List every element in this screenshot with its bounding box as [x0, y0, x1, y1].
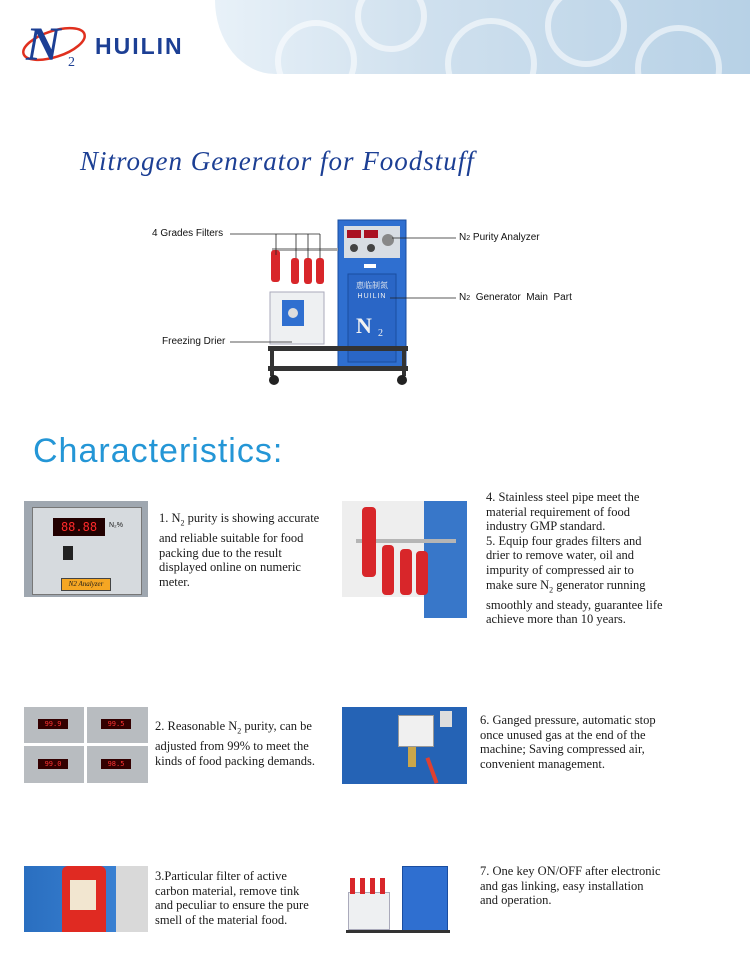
- machine-badge-cn: 惠临制氮: [356, 281, 388, 290]
- readout-4: 98.5: [101, 759, 131, 769]
- diagram-leaders: [0, 0, 750, 400]
- readouts-photo: [24, 707, 148, 783]
- page-title: Nitrogen Generator for Foodstuff: [80, 146, 475, 176]
- characteristic-2: 2. Reasonable $N_2$ purity, can be adjusted from 99% to meet the kinds of food packing demands.: [155, 719, 316, 768]
- logo-letter: N: [26, 18, 61, 71]
- readout-3: 99.0: [38, 759, 68, 769]
- machine-mark-sub: 2: [378, 328, 383, 339]
- analyzer-label: N2 Purity Analyzer: [459, 232, 540, 243]
- characteristic-1: 1. $N_2$ purity is showing accurate and reliable suitable for food packing due to the result displayed online on numeric meter.: [159, 511, 320, 589]
- pipe-photo: [342, 501, 467, 618]
- logo-subscript: 2: [68, 55, 75, 70]
- machine-badge-en: HUILIN: [357, 293, 387, 300]
- characteristic-7: 7. One key ON/OFF after electronic and gas linking, easy installation and operation.: [480, 864, 661, 908]
- characteristic-6: 6. Ganged pressure, automatic stop once unused gas at the end of the machine; Saving compressed air, convenient management.: [480, 713, 656, 771]
- analyzer-photo: [24, 501, 148, 597]
- machine-mark: N: [356, 313, 372, 338]
- readout-1: 99.9: [38, 719, 68, 729]
- readout-2: 99.5: [101, 719, 131, 729]
- drier-label: Freezing Drier: [162, 336, 226, 347]
- filter-photo: [24, 866, 148, 932]
- pressure-photo: [342, 707, 467, 784]
- analyzer-display: 88.88: [53, 518, 105, 536]
- characteristics-heading: Characteristics:: [33, 432, 284, 470]
- analyzer-tag: N2 Analyzer: [61, 578, 111, 591]
- characteristic-3: 3.Particular filter of active carbon material, remove tink and peculiar to ensure the pure smell of the material food.: [155, 869, 309, 927]
- brand-name: HUILIN: [95, 33, 184, 59]
- characteristic-4-5: 4. Stainless steel pipe meet the material requirement of food industry GMP standard. 5. Equip four grades filters and drier to remove water, oil and impurity of compressed air to make sure $N_2$ generator running smoothly and steady, guarantee life achieve more than 10 years.: [486, 490, 663, 627]
- main-part-label: N2 Generator Main Part: [459, 292, 572, 303]
- filters-label: 4 Grades Filters: [152, 228, 224, 239]
- unit-photo: [342, 862, 467, 940]
- analyzer-unit: N₂%: [109, 522, 123, 529]
